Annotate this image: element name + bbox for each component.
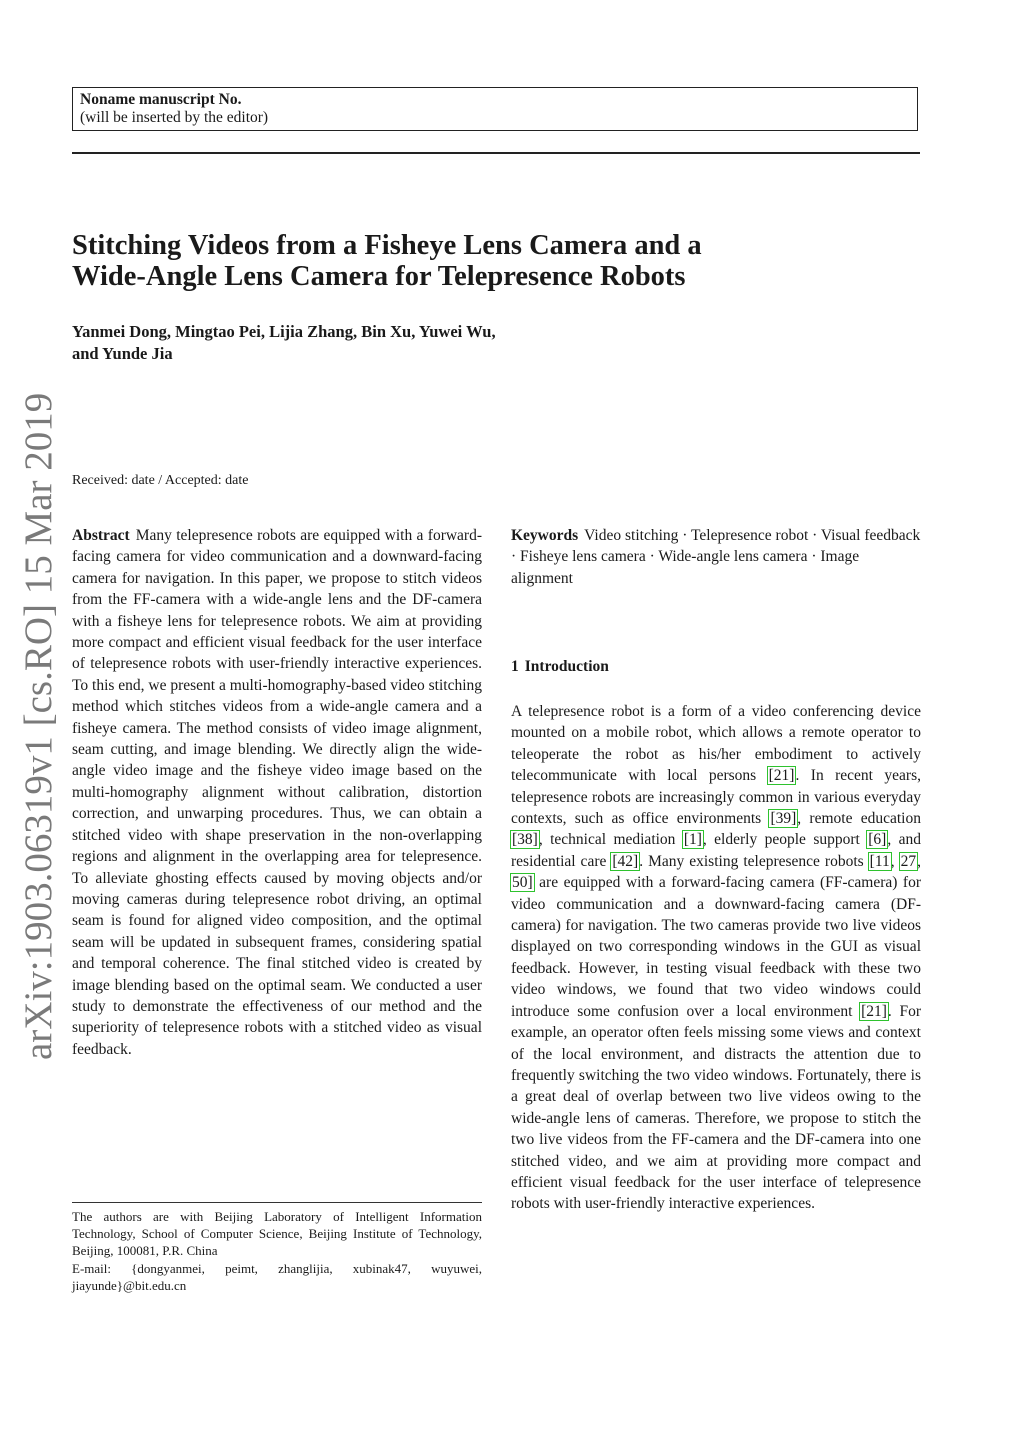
abstract-label: Abstract [72,527,130,544]
abstract-text: Many telepresence robots are equipped with a forward-facing camera for video communication and a downward-facing camera for navigation. In this paper, we propose to stitch videos from the FF-camera with a wide-angle lens and the DF-camera with a fisheye lens for telepresence robots. We aim at providing more compact and efficient visual feedback for the user interface of telepresence robots with user-friendly interactive experiences. To this end, we present a multi-homography-based video stitching method which stitches videos from a wide-angle camera and a fisheye camera. The method consists of video image alignment, seam cutting, and image blending. We directly align the wide-angle video image and the fisheye video image based on the multi-homography alignment without calibration, distortion correction, and unwarping procedures. Thus, we can obtain a stitched video with shape preservation in the non-overlapping regions and alignment in the overlapping area for telepresence. To alleviate ghosting effects caused by moving objects and/or moving cameras during telepresence robot driving, an optimal seam is found for aligned video composition, and the optimal seam will be updated in subsequent frames, considering spatial and temporal coherence. The final stitched video is created by image blending based on the optimal seam. We conducted a user study to demonstrate the effectiveness of our method and the superiority of telepresence robots with a stitched video as visual feedback. [72,527,483,1058]
header-rule [72,152,920,154]
manuscript-note: (will be inserted by the editor) [80,109,269,126]
footnote-rule [72,1202,482,1203]
affiliation-footnote [72,1208,482,1294]
section-number: 1 [511,658,519,675]
keywords [511,525,921,589]
intro-text: . In recent years, telepresence robots are increasingly common in various everyday contexts, such as office environments [511,767,921,828]
author-line-2: and Yunde Jia [72,344,173,363]
section-title: Introduction [524,658,609,675]
paper-title [72,230,922,292]
citation-link[interactable]: [42] [612,852,639,870]
citation-link[interactable]: [21] [768,767,795,785]
received-accepted-date: Received: date / Accepted: date [72,473,249,488]
intro-text: . For example, an operator often feels missing some views and context of the local environment, and distracts the attention due to frequently switching the two video windows. Fortunately, there is a great deal of overlap between two live videos owing to the wide-angle lens of cameras. Therefore, we propose to stitch the two live videos from the FF-camera and the DF-camera into one stitched video, and we aim at providing more compact and efficient visual feedback for the user interface of telepresence robots with user-friendly interactive experiences. [511,1002,921,1213]
keywords-text: Video stitching · Telepresence robot · Visual feedback · Fisheye lens camera · Wide-angle lens camera · Image alignment [511,527,921,587]
citation-link[interactable]: [38] [512,831,538,849]
intro-text: . Many existing telepresence robots [639,852,869,870]
citation-link[interactable]: [39] [770,810,797,828]
intro-text: , remote education [797,810,921,828]
citation-separator: , [890,852,900,870]
citation-link[interactable]: 50] [512,874,533,892]
citation-link[interactable]: [21] [861,1002,887,1020]
author-list [72,321,672,365]
intro-text: are equipped with a forward-facing camera (FF-camera) for video communication and a downward-facing camera (DF-camera) for navigation. The two cameras provide two live videos displayed on two corresponding windows in the GUI as visual feedback. However, in testing visual feedback with these two video windows, we found that two video windows could introduce some confusion over a local environment [511,874,921,1020]
manuscript-title: Noname manuscript No. [80,91,242,108]
citation-link[interactable]: [1] [683,831,702,849]
abstract [72,525,482,1060]
section-heading-introduction [511,657,609,677]
citation-link[interactable]: 27 [900,852,917,870]
intro-text: , technical mediation [538,831,683,849]
introduction-paragraph [511,701,921,1215]
arxiv-identifier: arXiv:1903.06319v1 [cs.RO] 15 Mar 2019 [17,392,60,1060]
citation-separator: , [917,852,922,870]
manuscript-info-box [72,87,918,131]
author-line-1: Yanmei Dong, Mingtao Pei, Lijia Zhang, Bin Xu, Yuwei Wu, [72,322,496,341]
footnote-email: E-mail: {dongyanmei, peimt, zhanglijia, xubinak47, wuyuwei, jiayunde}@bit.edu.cn [72,1260,482,1293]
footnote-affiliation: The authors are with Beijing Laboratory of Intelligent Information Technology, School of Computer Science, Beijing Institute of Technology, Beijing, 100081, P.R. China [72,1209,482,1259]
intro-text: , elderly people support [702,831,868,849]
intro-text: , and residential care [511,831,921,870]
intro-text: A telepresence robot is a form of a video conferencing device mounted on a mobile robot, which allows a remote operator to teleoperate the robot as his/her embodiment to actively telecommunicate with local persons [511,703,921,785]
keywords-label: Keywords [511,527,579,544]
paper-title-line-2: Wide-Angle Lens Camera for Telepresence Robots [72,261,686,292]
citation-link[interactable]: [11 [869,852,890,870]
paper-title-line-1: Stitching Videos from a Fisheye Lens Camera and a [72,230,702,261]
citation-link[interactable]: [6] [868,831,887,849]
